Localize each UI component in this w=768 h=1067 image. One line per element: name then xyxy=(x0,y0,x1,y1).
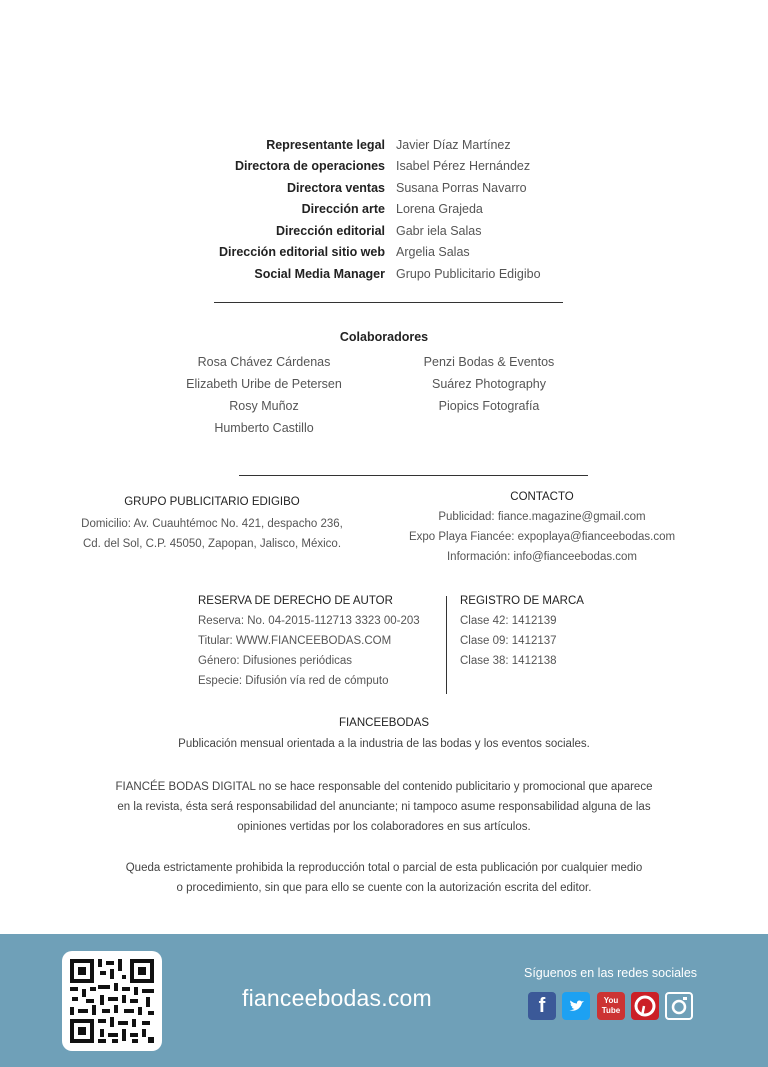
staff-role: Dirección editorial sitio web xyxy=(218,245,385,259)
youtube-icon[interactable]: You Tube xyxy=(597,992,625,1020)
collaborator-name: Rosa Chávez Cárdenas xyxy=(197,355,331,369)
about-description: Publicación mensual orientada a la industria de las bodas y los eventos sociales. xyxy=(178,738,590,750)
collaborators-left xyxy=(164,351,364,439)
about-title: FIANCEEBODAS xyxy=(338,717,430,729)
copyright-line: Reserva: No. 04-2015-112713 3323 00-203 xyxy=(198,615,420,627)
collaborators-right xyxy=(389,351,589,417)
divider xyxy=(214,302,563,303)
staff-row xyxy=(0,177,768,199)
divider xyxy=(239,475,588,476)
staff-name: Susana Porras Navarro xyxy=(396,181,527,195)
copyright-block xyxy=(198,591,438,691)
disclaimer-line: en la revista, ésta será responsabilidad del anunciante; ni tampoco asume responsabilidad alguna de las xyxy=(117,801,651,813)
contact-line: Expo Playa Fiancée: expoplaya@fianceebodas.com xyxy=(408,531,676,543)
contact-title: CONTACTO xyxy=(510,491,574,503)
copyright-title: RESERVA DE DERECHO DE AUTOR xyxy=(198,595,393,607)
prohibition-line: Queda estrictamente prohibida la reproducción total o parcial de esta publicación por cualquier medio xyxy=(125,862,643,874)
contact-line: Publicidad: fiance.magazine@gmail.com xyxy=(438,511,646,523)
staff-row xyxy=(0,155,768,177)
staff-name: Isabel Pérez Hernández xyxy=(396,159,531,173)
facebook-icon[interactable]: f xyxy=(528,992,556,1020)
copyright-line: Especie: Difusión vía red de cómputo xyxy=(198,675,389,687)
staff-role: Social Media Manager xyxy=(254,267,385,281)
staff-role: Directora de operaciones xyxy=(234,159,385,173)
qr-code-icon xyxy=(62,951,162,1051)
collaborator-name: Suárez Photography xyxy=(432,377,546,391)
pinterest-icon[interactable] xyxy=(631,992,659,1020)
collaborator-name: Rosy Muñoz xyxy=(229,399,299,413)
twitter-icon[interactable] xyxy=(562,992,590,1020)
staff-row xyxy=(0,198,768,220)
staff-name: Grupo Publicitario Edigibo xyxy=(396,267,541,281)
trademark-title: REGISTRO DE MARCA xyxy=(460,595,584,607)
staff-row xyxy=(0,134,768,156)
staff-row xyxy=(0,241,768,263)
vertical-divider xyxy=(446,596,447,694)
staff-role: Dirección arte xyxy=(301,202,385,216)
staff-role: Dirección editorial xyxy=(275,224,385,238)
collaborator-name: Humberto Castillo xyxy=(214,421,314,435)
instagram-icon[interactable] xyxy=(665,992,693,1020)
disclaimer-line: opiniones vertidas por los colaboradores en sus artículos. xyxy=(237,821,531,833)
collaborator-name: Elizabeth Uribe de Petersen xyxy=(186,377,342,391)
prohibition-line: o procedimiento, sin que para ello se cuente con la autorización escrita del editor. xyxy=(176,882,592,894)
copyright-line: Titular: WWW.FIANCEEBODAS.COM xyxy=(198,635,392,647)
contact-line: Información: info@fianceebodas.com xyxy=(446,551,638,563)
staff-name: Lorena Grajeda xyxy=(396,202,483,216)
contact-block xyxy=(402,487,682,567)
follow-us-label: Síguenos en las redes sociales xyxy=(524,966,698,980)
trademark-line: Clase 42: 1412139 xyxy=(460,615,557,627)
company-block xyxy=(72,492,352,554)
company-title: GRUPO PUBLICITARIO EDIGIBO xyxy=(124,496,300,508)
staff-row xyxy=(0,220,768,242)
staff-role: Representante legal xyxy=(266,138,385,152)
staff-name: Argelia Salas xyxy=(396,245,470,259)
staff-role: Directora ventas xyxy=(287,181,385,195)
staff-row xyxy=(0,263,768,285)
copyright-line: Género: Difusiones periódicas xyxy=(198,655,353,667)
trademark-line: Clase 09: 1412137 xyxy=(460,635,557,647)
trademark-line: Clase 38: 1412138 xyxy=(460,655,557,667)
collaborator-name: Piopics Fotografía xyxy=(438,399,540,413)
disclaimer-line: FIANCÉE BODAS DIGITAL no se hace responsable del contenido publicitario y promocional que aparece xyxy=(115,781,653,793)
qr-code[interactable] xyxy=(62,951,162,1051)
company-address-line: Cd. del Sol, C.P. 45050, Zapopan, Jalisco, México. xyxy=(82,538,342,550)
company-address-line: Domicilio: Av. Cuauhtémoc No. 421, despacho 236, xyxy=(81,518,343,530)
staff-name: Javier Díaz Martínez xyxy=(396,138,511,152)
staff-name: Gabr iela Salas xyxy=(396,224,482,238)
website-link[interactable]: fianceebodas.com xyxy=(242,985,432,1011)
collaborator-name: Penzi Bodas & Eventos xyxy=(423,355,555,369)
collaborators-title: Colaboradores xyxy=(339,330,429,344)
trademark-block xyxy=(460,591,660,671)
